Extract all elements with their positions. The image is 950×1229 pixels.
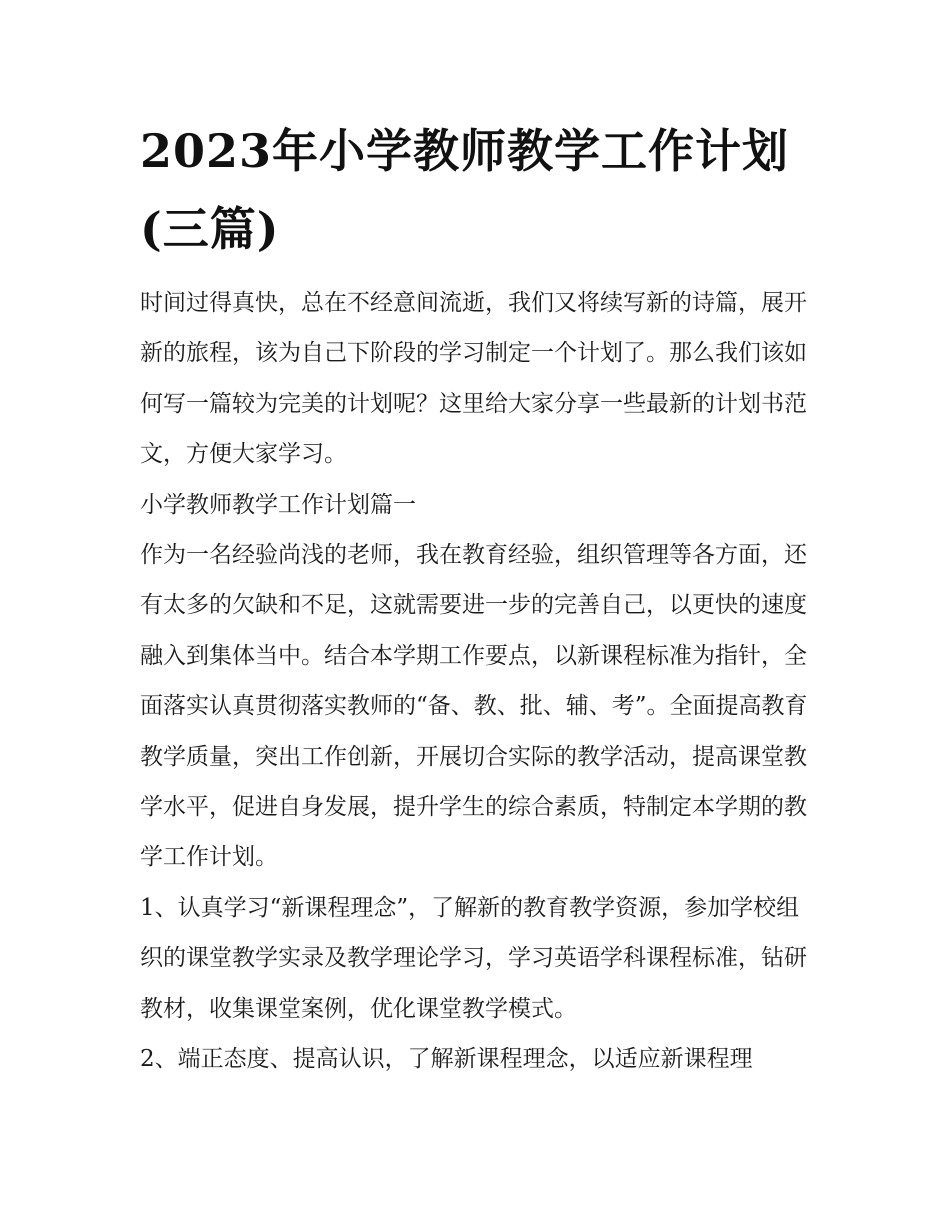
intro-paragraph: 时间过得真快，总在不经意间流逝，我们又将续写新的诗篇，展开新的旅程，该为自己下阶段的学习制定一个计划了。那么我们该如何写一篇较为完美的计划呢？这里给大家分享一些最新的计划书范文，方便大家学习。: [140, 290, 807, 468]
body-paragraph-2: 1、认真学习“新课程理念”，了解新的教育教学资源，参加学校组织的课堂教学实录及教学理论学习，学习英语学科课程标准，钻研教材，收集课堂案例，优化课堂教学模式。: [140, 894, 807, 1022]
body-paragraph-3: 2、端正态度、提高认识，了解新课程理念，以适应新课程理: [140, 1046, 753, 1073]
document-body: [140, 278, 820, 1085]
section-heading: 小学教师教学工作计划篇一: [140, 491, 416, 518]
body-paragraph-1: 作为一名经验尚浅的老师，我在教育经验，组织管理等各方面，还有太多的欠缺和不足，这就需要进一步的完善自己，以更快的速度融入到集体当中。结合本学期工作要点，以新课程标准为指针，全面落实认真贯彻落实教师的“备、教、批、辅、考”。全面提高教育教学质量，突出工作创新，开展切合实际的教学活动，提高课堂教学水平，促进自身发展，提升学生的综合素质，特制定本学期的教学工作计划。: [140, 542, 808, 871]
document-title: 2023年小学教师教学工作计划(三篇): [140, 124, 790, 256]
